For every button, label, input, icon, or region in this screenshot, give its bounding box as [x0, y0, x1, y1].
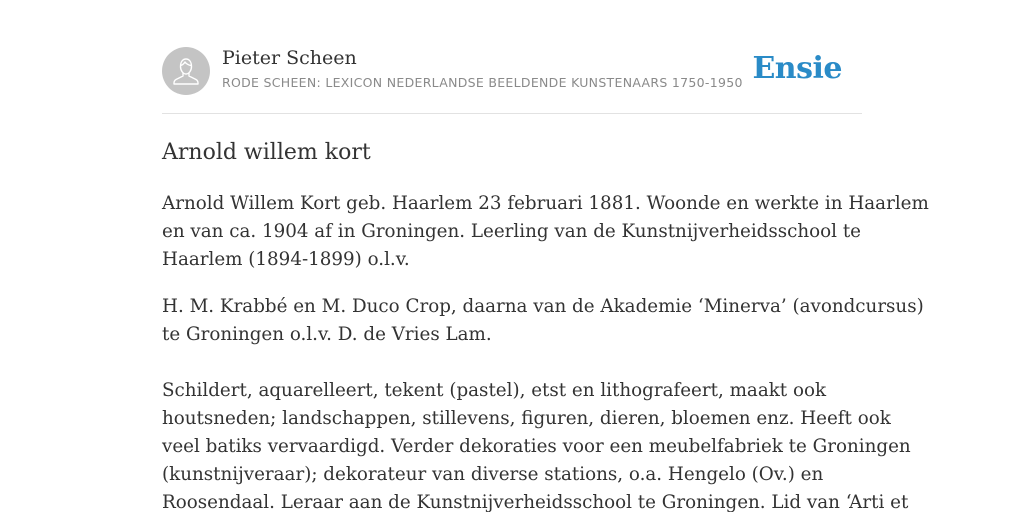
paragraph-gap — [162, 274, 864, 293]
article-header — [162, 46, 862, 96]
paragraph-line: Roosendaal. Leraar aan de Kunstnijverheidsschool te Groningen. Lid van ‘Arti et — [162, 492, 909, 512]
ensie-logo[interactable]: Ensie — [752, 51, 842, 86]
header-divider — [162, 113, 862, 114]
user-silhouette-icon — [162, 47, 210, 95]
paragraph-line: Arnold Willem Kort geb. Haarlem 23 februari 1881. Woonde en werkte in Haarlem — [162, 193, 929, 214]
article-title: Arnold willem kort — [162, 140, 371, 165]
paragraph-1 — [162, 190, 929, 274]
source-label[interactable]: RODE SCHEEN: LEXICON NEDERLANDSE BEELDENDE KUNSTENAARS 1750-1950 — [222, 75, 743, 90]
paragraph-line: Schildert, aquarelleert, tekent (pastel), etst en lithografeert, maakt ook — [162, 380, 827, 401]
article-body — [162, 190, 929, 512]
paragraph-line: H. M. Krabbé en M. Duco Crop, daarna van de Akademie ‘Minerva’ (avondcursus) — [162, 296, 924, 317]
paragraph-gap — [162, 349, 864, 377]
paragraph-line: Haarlem (1894-1899) o.l.v. — [162, 249, 410, 270]
paragraph-line: veel batiks vervaardigd. Verder dekoraties voor een meubelfabriek te Groningen — [162, 436, 911, 457]
author-avatar[interactable] — [162, 47, 210, 95]
paragraph-line: houtsneden; landschappen, stillevens, figuren, dieren, bloemen enz. Heeft ook — [162, 408, 891, 429]
paragraph-2 — [162, 293, 924, 349]
author-name[interactable]: Pieter Scheen — [222, 47, 357, 69]
paragraph-line: te Groningen o.l.v. D. de Vries Lam. — [162, 324, 492, 345]
paragraph-3 — [162, 377, 911, 512]
paragraph-line: (kunstnijveraar); dekorateur van diverse stations, o.a. Hengelo (Ov.) en — [162, 464, 824, 485]
paragraph-line: en van ca. 1904 af in Groningen. Leerling van de Kunstnijverheidsschool te — [162, 221, 861, 242]
